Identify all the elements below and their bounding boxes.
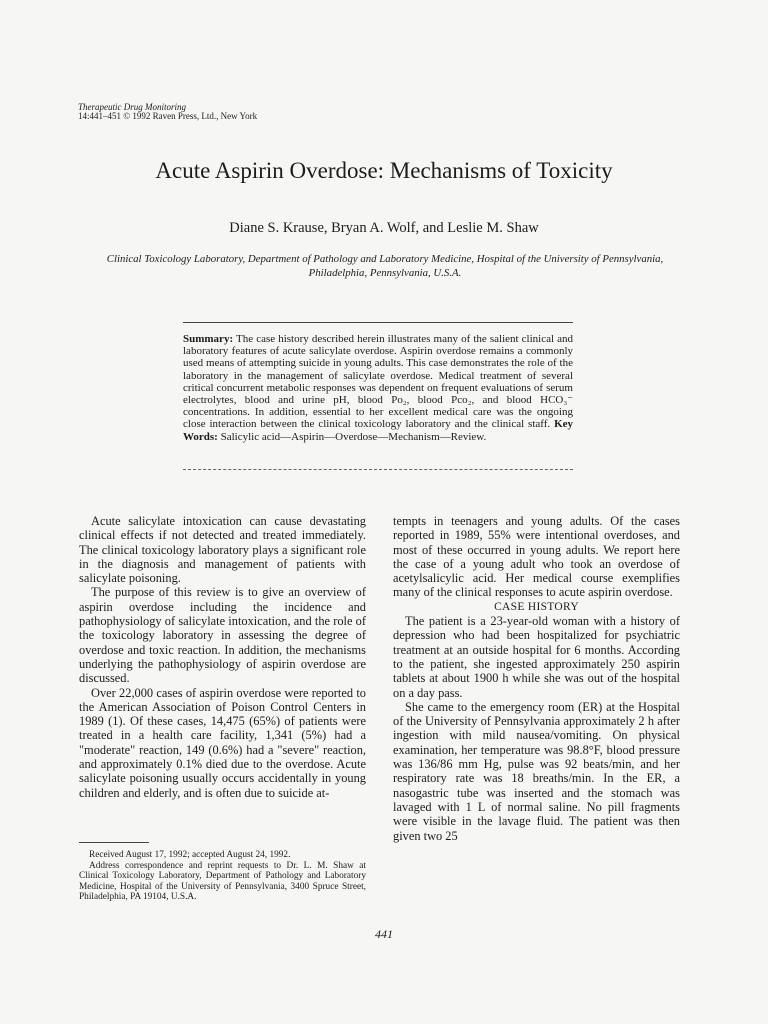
- summary-block: [183, 333, 573, 443]
- summary-top-rule: [183, 322, 573, 323]
- body-paragraph-continuation: tempts in teenagers and young adults. Of the cases reported in 1989, 55% were intentional overdoses, and most of these occurred in young adults. We report here the case of a young adult who took an overdose of acetylsalicylic acid. Her medical course exemplifies many of the clinical responses to acute aspirin overdose.: [393, 514, 680, 600]
- article-title: Acute Aspirin Overdose: Mechanisms of Toxicity: [155, 158, 613, 183]
- summary-text: The case history described herein illustrates many of the salient clinical and laboratory features of acute salicylate overdose. Aspirin overdose remains a commonly used means of attempting suicide in young adults. This case demonstrates the role of the laboratory in the management of salicylate overdose. Medical treatment of several critical concurrent metabolic responses was dependent on frequent evaluations of serum electrolytes, blood and urine pH, blood Po₂, blood Pco₂, and blood HCO₃⁻ concentrations. In addition, essential to her excellent medical care was the ongoing close interaction between the clinical toxicology laboratory and the clinical staff.: [183, 333, 573, 431]
- journal-citation: 14:441–451 © 1992 Raven Press, Ltd., New York: [78, 111, 258, 121]
- summary-bottom-rule: [183, 469, 573, 470]
- journal-name: Therapeutic Drug Monitoring: [78, 102, 186, 112]
- footnote-rule: [79, 842, 149, 843]
- footnote-correspondence: Address correspondence and reprint requests to Dr. L. M. Shaw at Clinical Toxicology Laboratory, Department of Pathology and Laboratory Medicine, Hospital of the University of Pennsylvania, 3400 Spruce Street, Philadelphia, PA 19104, U.S.A.: [79, 860, 366, 902]
- footnote-received: Received August 17, 1992; accepted August 24, 1992.: [89, 850, 291, 860]
- keywords-text: Salicylic acid—Aspirin—Overdose—Mechanism—Review.: [220, 430, 487, 443]
- left-column: [79, 514, 366, 800]
- summary-label: Summary:: [183, 333, 234, 345]
- body-paragraph: The purpose of this review is to give an overview of aspirin overdose including the incidence and pathophysiology of salicylate intoxication, and the role of the toxicology laboratory in assessing the degree of overdose and toxic reaction. In addition, the mechanisms underlying the pathophysiology of aspirin overdose are discussed.: [79, 585, 366, 686]
- body-paragraph: Over 22,000 cases of aspirin overdose were reported to the American Association of Poison Control Centers in 1989 (1). Of these cases, 14,475 (65%) of patients were treated in a health care facility, 1,341 (5%) had a "moderate" reaction, 149 (0.6%) had a "severe" reaction, and approximately 0.1% died due to the overdose. Acute salicylate poisoning usually occurs accidentally in young children and elderly, and is often due to suicide at-: [79, 685, 366, 800]
- footnotes: [79, 850, 366, 903]
- right-column: [393, 514, 680, 843]
- article-authors: Diane S. Krause, Bryan A. Wolf, and Leslie M. Shaw: [229, 220, 539, 236]
- keywords-label: Key Words:: [183, 418, 574, 443]
- body-paragraph: She came to the emergency room (ER) at the Hospital of the University of Pennsylvania approximately 2 h after ingestion with mild nausea/vomiting. On physical examination, her temperature was 98.8°F, blood pressure was 136/86 mm Hg, pulse was 92 beats/min, and her respiratory rate was 18 breaths/min. In the ER, a nasogastric tube was inserted and the stomach was lavaged with 1 L of normal saline. No pill fragments were visible in the lavage fluid. The patient was then given two 25: [393, 699, 680, 843]
- journal-header: [78, 103, 257, 121]
- page-number: 441: [375, 927, 393, 941]
- author-affiliation: Clinical Toxicology Laboratory, Department of Pathology and Laboratory Medicine, Hospital of the University of Pennsylvania, Philadelphia, Pennsylvania, U.S.A.: [106, 253, 664, 279]
- section-heading-case-history: CASE HISTORY: [494, 600, 579, 613]
- body-paragraph: Acute salicylate intoxication can cause devastating clinical effects if not detected and treated immediately. The clinical toxicology laboratory plays a significant role in the diagnosis and management of patients with salicylate poisoning.: [79, 514, 366, 586]
- body-paragraph: The patient is a 23-year-old woman with a history of depression who had been hospitalized for psychiatric treatment at an outside hospital for 6 months. According to the patient, she ingested approximately 250 aspirin tablets at about 1900 h while she was out of the hospital on a day pass.: [393, 614, 680, 700]
